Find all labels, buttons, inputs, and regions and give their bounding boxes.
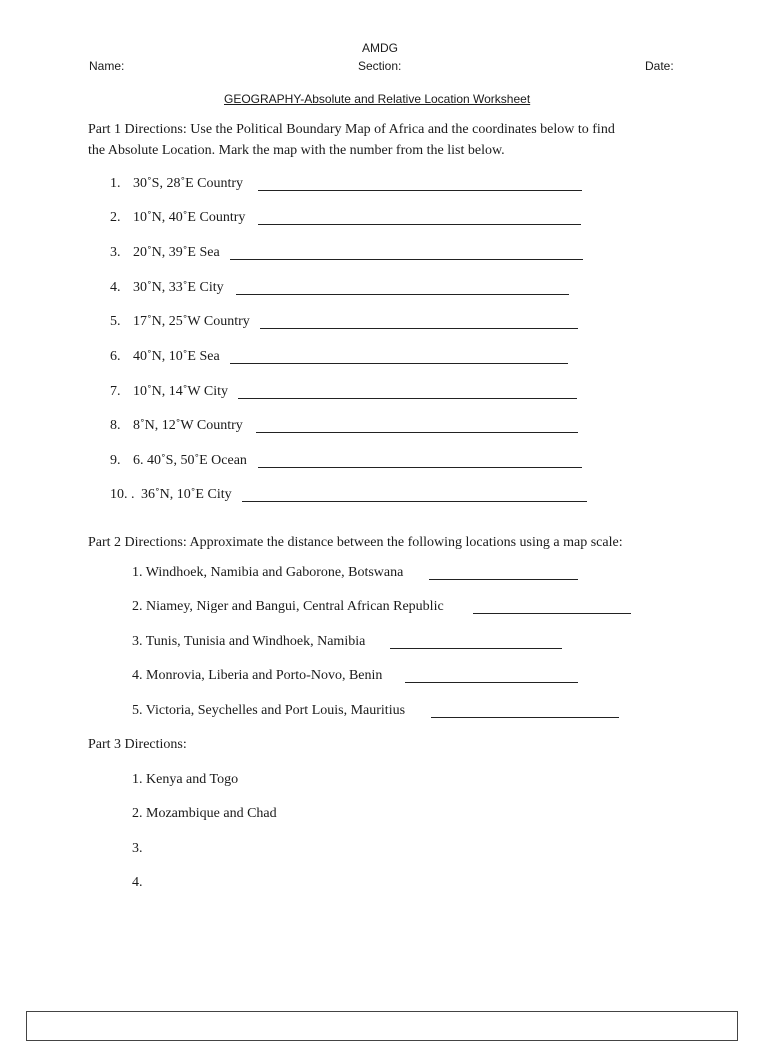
date-label: Date:	[645, 59, 674, 73]
item-text: 10˚N, 14˚W City	[133, 384, 229, 399]
item-number: 5.	[110, 314, 121, 329]
answer-line[interactable]	[260, 328, 578, 329]
answer-line[interactable]	[258, 224, 581, 225]
list-item: 1. Kenya and Togo	[132, 772, 239, 787]
item-text: 4. Monrovia, Liberia and Porto-Novo, Benin	[132, 668, 383, 683]
bottom-box	[26, 1011, 738, 1041]
answer-line[interactable]	[405, 682, 578, 683]
section-label: Section:	[358, 59, 402, 73]
list-item: 2. Mozambique and Chad	[132, 806, 277, 821]
answer-line[interactable]	[390, 648, 562, 649]
item-text: 1. Windhoek, Namibia and Gaborone, Botswana	[132, 565, 404, 580]
answer-line[interactable]	[431, 717, 619, 718]
item-text: 2. Niamey, Niger and Bangui, Central African Republic	[132, 599, 444, 614]
answer-line[interactable]	[236, 294, 569, 295]
answer-line[interactable]	[230, 363, 568, 364]
item-text: 6. 40˚S, 50˚E Ocean	[133, 453, 247, 468]
answer-line[interactable]	[258, 190, 582, 191]
list-item: 3.	[132, 841, 143, 856]
answer-line[interactable]	[242, 501, 587, 502]
item-text: 30˚N, 33˚E City	[133, 280, 224, 295]
answer-line[interactable]	[258, 467, 582, 468]
item-number: 8.	[110, 418, 121, 433]
amdg-heading: AMDG	[362, 41, 398, 55]
answer-line[interactable]	[429, 579, 578, 580]
answer-line[interactable]	[256, 432, 578, 433]
part1-directions-line1: Part 1 Directions: Use the Political Boundary Map of Africa and the coordinates below to find	[88, 122, 615, 137]
item-text: 3. Tunis, Tunisia and Windhoek, Namibia	[132, 634, 366, 649]
item-text: 36˚N, 10˚E City	[141, 487, 232, 502]
answer-line[interactable]	[238, 398, 577, 399]
item-number: 9.	[110, 453, 121, 468]
item-text: 30˚S, 28˚E Country	[133, 176, 244, 191]
item-text: 10˚N, 40˚E Country	[133, 210, 246, 225]
item-number: 3.	[110, 245, 121, 260]
part1-directions-line2: the Absolute Location. Mark the map with the number from the list below.	[88, 143, 505, 158]
item-text: 8˚N, 12˚W Country	[133, 418, 243, 433]
item-number: 6.	[110, 349, 121, 364]
item-number: 10. .	[110, 487, 135, 502]
part3-directions: Part 3 Directions:	[88, 737, 187, 752]
item-text: 40˚N, 10˚E Sea	[133, 349, 220, 364]
item-text: 20˚N, 39˚E Sea	[133, 245, 220, 260]
answer-line[interactable]	[473, 613, 631, 614]
item-number: 2.	[110, 210, 121, 225]
item-number: 1.	[110, 176, 121, 191]
answer-line[interactable]	[230, 259, 583, 260]
item-text: 5. Victoria, Seychelles and Port Louis, Mauritius	[132, 703, 406, 718]
name-label: Name:	[89, 59, 125, 73]
item-text: 17˚N, 25˚W Country	[133, 314, 250, 329]
list-item: 4.	[132, 875, 143, 890]
part2-directions: Part 2 Directions: Approximate the distance between the following locations using a map scale:	[88, 535, 623, 550]
item-number: 7.	[110, 384, 121, 399]
item-number: 4.	[110, 280, 121, 295]
worksheet-title: GEOGRAPHY-Absolute and Relative Location Worksheet	[224, 92, 531, 106]
